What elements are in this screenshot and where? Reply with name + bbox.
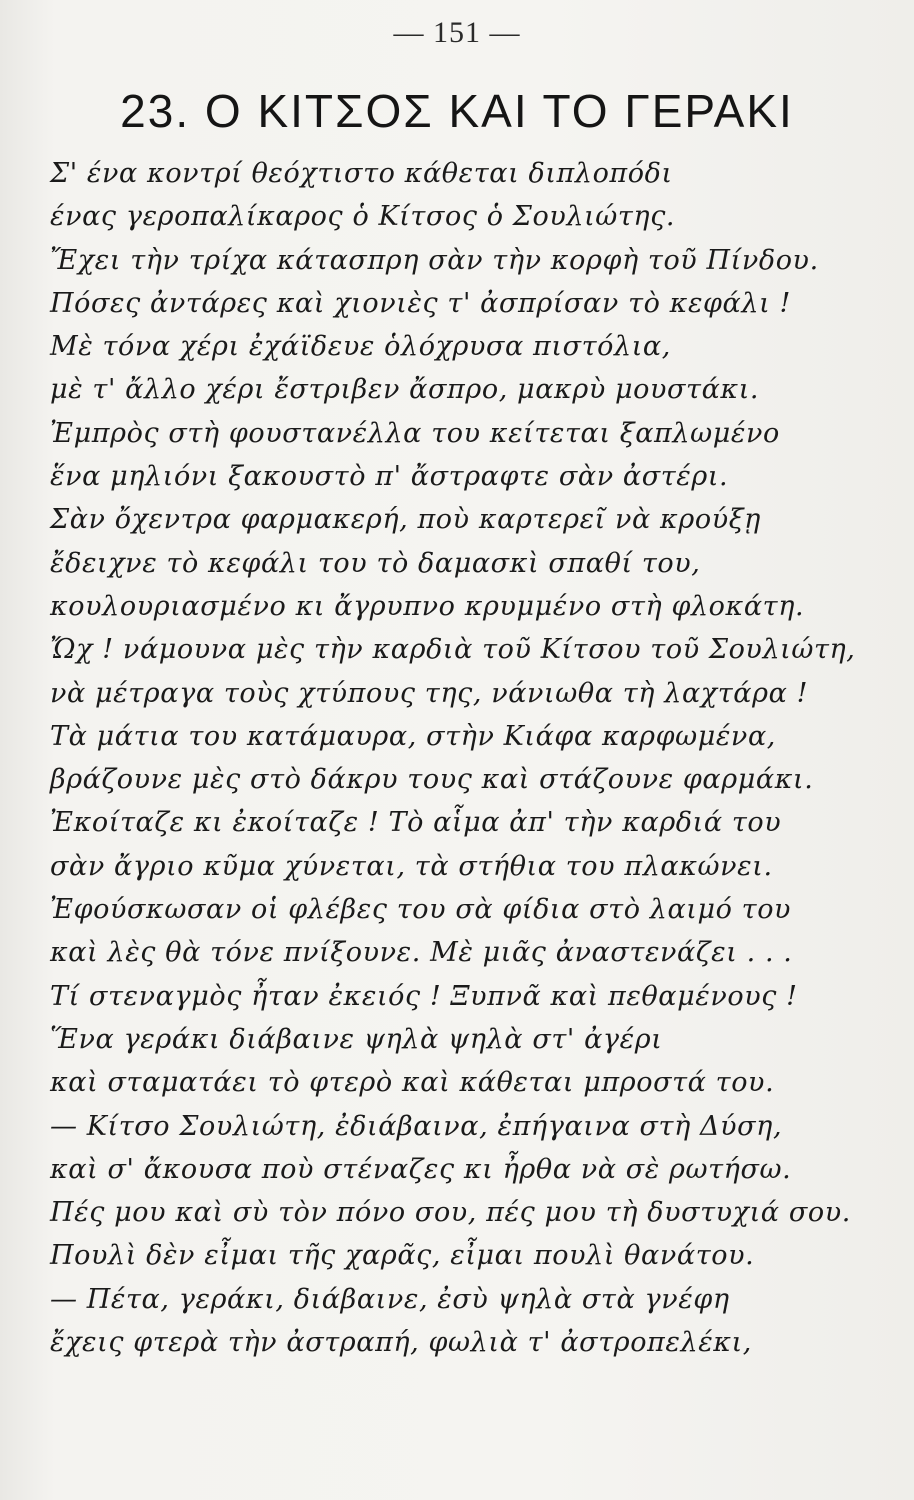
poem-line: Ἔχει τὴν τρίχα κάτασπρη σὰν τὴν κορφὴ τοῦ Πίνδου. bbox=[50, 244, 819, 276]
poem-line: Σὰν ὄχεντρα φαρμακερή, ποὺ καρτερεῖ νὰ κρούξῃ bbox=[50, 504, 761, 536]
poem-line: μὲ τ' ἄλλο χέρι ἔστριβεν ἄσπρο, μακρὺ μουστάκι. bbox=[50, 374, 760, 406]
poem-body bbox=[50, 152, 880, 1364]
poem-title: 23. Ο ΚΙΤΣΟΣ ΚΑΙ ΤΟ ΓΕΡΑΚΙ bbox=[120, 85, 794, 137]
poem-line: νὰ μέτραγα τοὺς χτύπους της, νάνιωθα τὴ λαχτάρα ! bbox=[50, 677, 809, 709]
poem-line: — Πέτα, γεράκι, διάβαινε, ἐσὺ ψηλὰ στὰ γνέφη bbox=[50, 1283, 730, 1315]
poem-line: Σ' ένα κοντρί θεόχτιστο κάθεται διπλοπόδι bbox=[50, 158, 673, 189]
poem-line: κουλουριασμένο κι ἄγρυπνο κρυμμένο στὴ φλοκάτη. bbox=[50, 590, 805, 622]
poem-line: Ἐφούσκωσαν οἱ φλέβες του σὰ φίδια στὸ λαιμό του bbox=[50, 894, 792, 926]
poem-line: ἕνα μηλιόνι ξακουστὸ π' ἄστραφτε σὰν ἀστέρι. bbox=[50, 461, 729, 493]
poem-line: καὶ σταματάει τὸ φτερὸ καὶ κάθεται μπροστά του. bbox=[50, 1067, 775, 1099]
page-number: — 151 — bbox=[393, 16, 521, 49]
poem-line: ἔδειχνε τὸ κεφάλι του τὸ δαμασκὶ σπαθί του, bbox=[50, 547, 701, 579]
poem-line: — Κίτσο Σουλιώτη, ἐδιάβαινα, ἐπήγαινα στὴ Δύση, bbox=[50, 1110, 783, 1142]
poem-line: ένας γεροπαλίκαρος ὁ Κίτσος ὁ Σουλιώτης. bbox=[50, 201, 676, 233]
poem-line: Πές μου καὶ σὺ τὸν πόνο σου, πές μου τὴ δυστυχιά σου. bbox=[50, 1197, 851, 1229]
poem-line: Ἐκοίταζε κι ἐκοίταζε ! Τὸ αἷμα ἀπ' τὴν καρδιά του bbox=[50, 807, 782, 839]
poem-line: Ἕνα γεράκι διάβαινε ψηλὰ ψηλὰ στ' ἀγέρι bbox=[50, 1023, 663, 1055]
poem-line: ἔχεις φτερὰ τὴν ἀστραπή, φωλιὰ τ' ἀστροπελέκι, bbox=[50, 1327, 752, 1359]
poem-line: Ὤχ ! νάμουνα μὲς τὴν καρδιὰ τοῦ Κίτσου τοῦ Σουλιώτη, bbox=[50, 634, 856, 666]
poem-line: Μὲ τόνα χέρι ἐχάϊδευε ὁλόχρυσα πιστόλια, bbox=[50, 331, 671, 363]
poem-line: σὰν ἄγριο κῦμα χύνεται, τὰ στήθια του πλακώνει. bbox=[50, 850, 773, 882]
poem-line: καὶ σ' ἄκουσα ποὺ στέναζες κι ἦρθα νὰ σὲ ρωτήσω. bbox=[50, 1153, 792, 1185]
poem-line: Τί στεναγμὸς ἦταν ἐκειός ! Ξυπνᾶ καὶ πεθαμένους ! bbox=[50, 980, 798, 1012]
poem-line: Ἐμπρὸς στὴ φουστανέλλα του κείτεται ξαπλωμένο bbox=[50, 417, 780, 449]
poem-line: Πουλὶ δὲν εἶμαι τῆς χαρᾶς, εἶμαι πουλὶ θανάτου. bbox=[50, 1240, 755, 1272]
poem-line: Τὰ μάτια του κατάμαυρα, στὴν Κιάφα καρφωμένα, bbox=[50, 720, 776, 752]
poem-line: καὶ λὲς θὰ τόνε πνίξουνε. Μὲ μιᾶς ἀναστενάζει . . . bbox=[50, 937, 793, 969]
poem-line: Πόσες ἀντάρες καὶ χιονιὲς τ' ἀσπρίσαν τὸ κεφάλι ! bbox=[50, 287, 791, 319]
poem-line: βράζουνε μὲς στὸ δάκρυ τους καὶ στάζουνε φαρμάκι. bbox=[50, 764, 814, 796]
